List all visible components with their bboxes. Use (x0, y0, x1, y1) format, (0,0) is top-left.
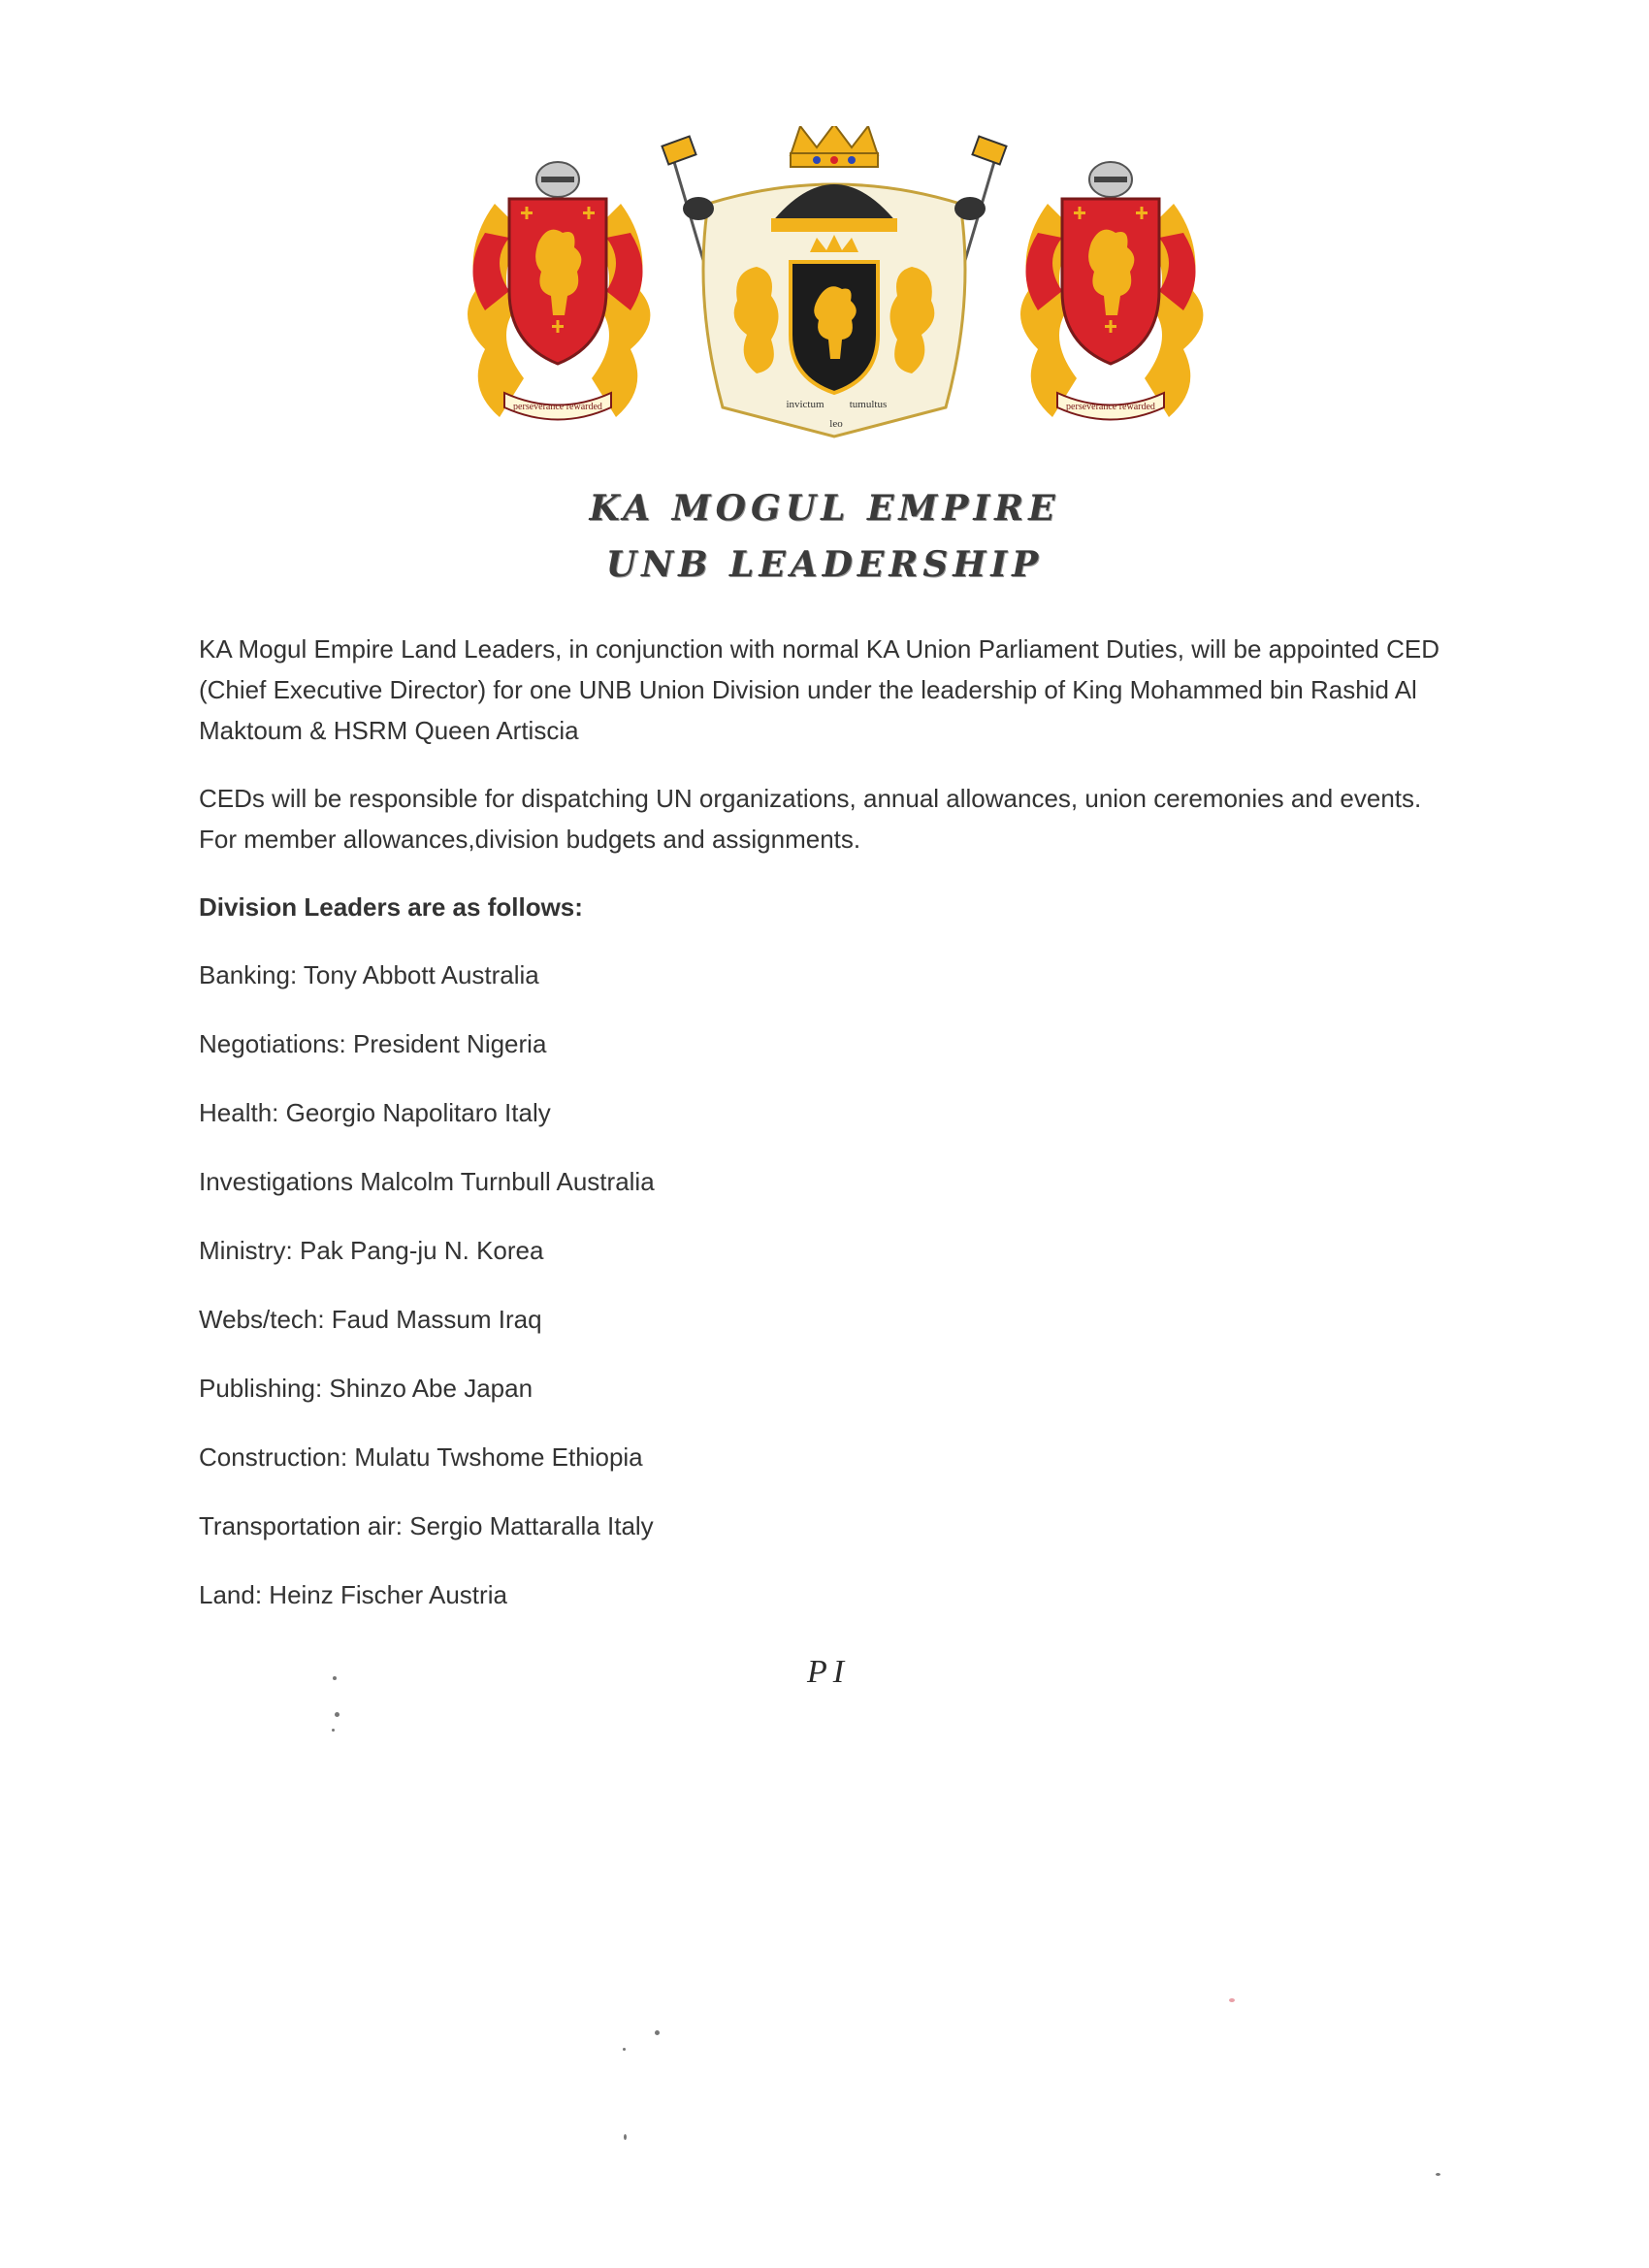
document-body (199, 629, 1450, 1643)
left-motto: perseverance rewarded (513, 402, 602, 412)
right-shield-icon (1020, 162, 1203, 420)
scan-speck (1229, 1998, 1235, 2002)
center-motto-right: tumultus (849, 399, 888, 410)
scan-speck (624, 2134, 627, 2140)
scan-speck (623, 2048, 626, 2051)
title-line-2: UNB LEADERSHIP (605, 544, 1044, 585)
scan-speck (1436, 2173, 1440, 2176)
right-motto: perseverance rewarded (1066, 402, 1155, 412)
leader-item: Banking: Tony Abbott Australia (199, 960, 539, 989)
responsibilities-paragraph: CEDs will be responsible for dispatching UN organizations, annual allowances, union ceremonies and events. For member allowances,division budgets and assignments. (199, 784, 1422, 854)
left-shield-icon (468, 162, 650, 420)
leader-item: Publishing: Shinzo Abe Japan (199, 1374, 534, 1403)
leader-item: Construction: Mulatu Twshome Ethiopia (199, 1442, 643, 1472)
center-motto-bottom: leo (829, 418, 843, 430)
leader-item: Webs/tech: Faud Massum Iraq (199, 1305, 542, 1334)
leader-item: Ministry: Pak Pang-ju N. Korea (199, 1236, 544, 1265)
signature-initials: PI (807, 1654, 851, 1690)
center-crest-icon (662, 126, 1006, 437)
leader-item: Negotiations: President Nigeria (199, 1029, 547, 1058)
leader-item: Land: Heinz Fischer Austria (199, 1580, 507, 1609)
leader-item: Transportation air: Sergio Mattaralla Italy (199, 1511, 654, 1540)
title-line-1: KA MOGUL EMPIRE (589, 488, 1060, 529)
leader-item: Health: Georgio Napolitaro Italy (199, 1098, 551, 1127)
leader-item: Investigations Malcolm Turnbull Australia (199, 1167, 655, 1196)
document-title (0, 480, 1649, 593)
scan-speck (333, 1676, 337, 1680)
scan-speck (332, 1729, 335, 1732)
scan-speck (335, 1712, 340, 1717)
leaders-heading: Division Leaders are as follows: (199, 892, 583, 922)
intro-paragraph: KA Mogul Empire Land Leaders, in conjunction with normal KA Union Parliament Duties, will be appointed CED (Chief Executive Director) for one UNB Union Division under the leadership of King Mohammed bin Rashid Al Maktoum & HSRM Queen Artiscia (199, 634, 1440, 745)
scan-speck (655, 2030, 660, 2035)
coat-of-arms (456, 126, 1212, 456)
center-motto-left: invictum (786, 399, 824, 410)
